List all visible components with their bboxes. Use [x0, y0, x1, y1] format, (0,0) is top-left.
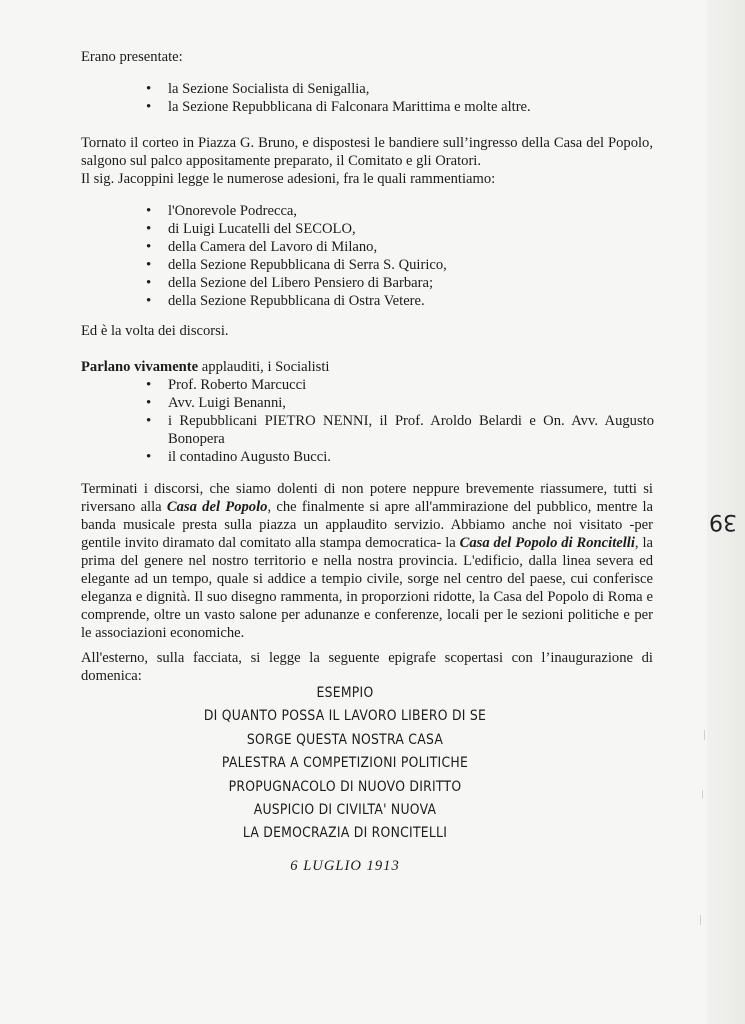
list-item: • della Sezione Repubblicana di Serra S. Quirico, — [146, 256, 656, 274]
text-run: , la prima del genere nel nostro territorio e nella nostra provincia. L'edificio, dalla linea severa ed elegante ad un tempo, quale si addice a tempio civile, sorge nel centro del paese, cui conferisce eleganza e dignità. Il suo disegno rammenta, in proporzioni ridotte, la Casa del Popolo di Roma e comprende, oltre un vasto salone per adunanze e conferenze, locali per le sezioni politiche e per le associazioni economiche. — [81, 535, 653, 641]
scan-mark — [704, 730, 705, 740]
epigraph-line: PROPUGNACOLO DI NUOVO DIRITTO — [228, 777, 462, 795]
paragraph-corteo: Tornato il corteo in Piazza G. Bruno, e dispostesi le bandiere sull’ingresso della Casa del Popolo, salgono sul palco appositamente preparato, il Comitato e gli Oratori. — [81, 135, 653, 169]
casa-del-popolo-emphasis: Casa del Popolo — [166, 499, 268, 515]
page-number: 39 — [709, 509, 737, 534]
epigraph-line: AUSPICIO DI CIVILTA' NUOVA — [253, 801, 437, 819]
epigraph-line: ESEMPIO — [316, 684, 374, 701]
epigraph-date: 6 LUGLIO 1913 — [290, 858, 400, 874]
paragraph-jacoppini: Il sig. Jacoppini legge le numerose adesioni, fra le quali rammentiamo: — [81, 171, 496, 187]
paragraph-discorsi: Ed è la volta dei discorsi. — [81, 323, 229, 339]
list-item: • della Sezione Repubblicana di Ostra Vetere. — [146, 292, 656, 310]
text-run: , che finalmente si apre all'ammirazione del pubblico, mentre la banda musicale presta sulla piazza un applaudito servizio. Abbiamo anche noi visitato -per gentile invito diramato dal comitato alla stampa democratica- la — [81, 499, 653, 551]
epigraph-line: SORGE QUESTA NOSTRA CASA — [246, 730, 444, 748]
paragraph-esterno: All'esterno, sulla facciata, si legge la seguente epigrafe scopertasi con l’inaugurazione di domenica: — [81, 650, 653, 684]
list-sezioni — [146, 80, 656, 116]
list-item: • la Sezione Repubblicana di Falconara Marittima e molte altre. — [146, 98, 656, 116]
parlano-rest: applauditi, i Socialisti — [198, 359, 330, 375]
epigraph-line: DI QUANTO POSSA IL LAVORO LIBERO DI SE — [203, 707, 487, 725]
list-item: • della Sezione del Libero Pensiero di Barbara; — [146, 274, 656, 292]
list-item: • i Repubblicani PIETRO NENNI, il Prof. Aroldo Belardi e On. Avv. Augusto Bonopera — [146, 412, 654, 448]
list-item: • l'Onorevole Podrecca, — [146, 202, 656, 220]
parlano-bold: Parlano vivamente — [81, 359, 199, 375]
text-run: Terminati i discorsi, che siamo dolenti di non potere neppure brevemente riassumere, tutti si riversano alla — [81, 481, 653, 515]
epigraph-line: PALESTRA A COMPETIZIONI POLITICHE — [221, 754, 469, 772]
scan-mark — [700, 915, 701, 925]
epigraph — [179, 681, 511, 845]
casa-roncitelli-emphasis: Casa del Popolo di Roncitelli — [459, 535, 635, 551]
list-item: • di Luigi Lucatelli del SECOLO, — [146, 220, 656, 238]
list-item: • Avv. Luigi Benanni, — [146, 394, 654, 412]
list-item: • la Sezione Socialista di Senigallia, — [146, 80, 656, 98]
list-oratori — [146, 376, 654, 466]
paragraph-terminati — [81, 480, 653, 642]
list-item: • della Camera del Lavoro di Milano, — [146, 238, 656, 256]
list-item: • Prof. Roberto Marcucci — [146, 376, 654, 394]
scan-mark — [702, 790, 703, 798]
list-adesioni — [146, 202, 656, 310]
list-item: • il contadino Augusto Bucci. — [146, 448, 654, 466]
intro-text: Erano presentate: — [81, 49, 183, 65]
epigraph-line: LA DEMOCRAZIA DI RONCITELLI — [242, 824, 448, 842]
paragraph-parlano — [81, 358, 653, 376]
